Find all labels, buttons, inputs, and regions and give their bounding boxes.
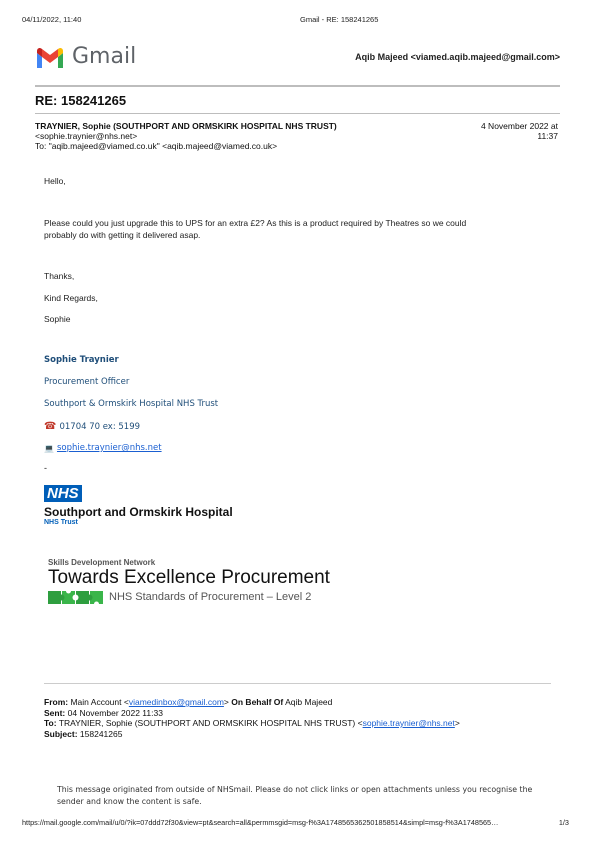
signature-role: Procurement Officer [44,377,130,387]
signature-name: Sophie Traynier [44,355,119,365]
computer-icon: 💻 [44,443,54,453]
fwd-from-close: > [223,697,229,707]
nhs-badge: NHS [44,485,82,502]
forward-divider [44,683,551,684]
procurement-standard: NHS Standards of Procurement – Level 2 [109,591,312,603]
external-disclaimer [57,784,532,808]
signature-email-row [44,443,162,453]
print-url: https://mail.google.com/mail/u/0/?ik=07ddd72f30&view=pt&search=all&permmsgid=msg-f%3A1748565362501858514&simpl=msg-f%3A1748565… [22,818,499,827]
fwd-to-label: To: [44,718,57,728]
forwarded-header [44,697,460,739]
gmail-wordmark: Gmail [72,44,137,69]
signature-dash: - [44,463,47,473]
fwd-to-line [44,718,460,729]
puzzle-icon [48,589,104,605]
body-paragraph [44,217,466,241]
date-line-2: 11:37 [537,131,558,141]
print-title: Gmail - RE: 158241265 [300,15,379,24]
thanks-text: Thanks, [44,271,75,281]
procurement-headline: Towards Excellence Procurement [48,567,330,588]
account-user: Aqib Majeed <viamed.aqib.majeed@gmail.com> [355,52,560,62]
fwd-to-text: TRAYNIER, Sophie (SOUTHPORT AND ORMSKIRK HOSPITAL NHS TRUST) < [58,718,363,728]
page-number: 1/3 [558,818,569,827]
header-divider [35,85,560,87]
fwd-subject-value: 158241265 [79,728,123,739]
message-date [481,121,558,141]
phone-icon: ☎ [44,421,57,432]
fwd-from-link[interactable]: viamedinbox@gmail.com [128,697,224,707]
sender-name: TRAYNIER, Sophie (SOUTHPORT AND ORMSKIRK HOSPITAL NHS TRUST) [35,121,337,131]
disclaimer-line-2: sender and know the content is safe. [57,797,202,806]
fwd-from-label: From: [44,697,69,707]
procurement-logo [48,558,330,605]
fwd-to-link[interactable]: sophie.traynier@nhs.net [362,718,455,728]
body-line-2: probably do with getting it delivered asap. [44,230,201,240]
signature-org: Southport & Ormskirk Hospital NHS Trust [44,399,219,409]
fwd-behalf-name: Aqib Majeed [285,697,333,707]
network-label: Skills Development Network [48,558,156,567]
regards-text: Kind Regards, [44,293,98,303]
fwd-from-text: Main Account < [70,697,129,707]
nhs-trust-logo [44,485,233,526]
email-subject: RE: 158241265 [35,93,127,108]
fwd-behalf-label: On Behalf Of [231,697,284,707]
fwd-sent-line [44,708,460,719]
sender-block [35,121,337,151]
fwd-subject-label: Subject: [44,728,78,739]
print-datetime: 04/11/2022, 11:40 [22,15,82,24]
fwd-sent-label: Sent: [44,707,66,718]
signature-phone: 01704 70 ex: 5199 [59,421,141,432]
hospital-name: Southport and Ormskirk Hospital [44,505,233,519]
signature-phone-row [44,421,140,432]
signature-email-link[interactable]: sophie.traynier@nhs.net [56,443,162,453]
fwd-sent-value: 04 November 2022 11:33 [67,707,163,718]
fwd-to-close: > [454,718,460,728]
sender-email: <sophie.traynier@nhs.net> [35,131,138,141]
body-line-1: Please could you just upgrade this to UPS for an extra £2? As this is a product required by Theatres so we could [44,218,467,228]
subject-divider [35,113,560,114]
fwd-from-line [44,697,460,708]
trust-name: NHS Trust [44,519,78,526]
date-line-1: 4 November 2022 at [480,121,558,131]
greeting: Hello, [44,176,66,186]
signoff-text: Sophie [44,314,71,324]
recipient-line: To: "aqib.majeed@viamed.co.uk" <aqib.majeed@viamed.co.uk> [35,141,278,151]
disclaimer-line-1: This message originated from outside of NHSmail. Please do not click links or open attachments unless you recognise the [57,785,533,794]
gmail-logo-icon [35,46,65,73]
fwd-subject-line [44,729,460,740]
